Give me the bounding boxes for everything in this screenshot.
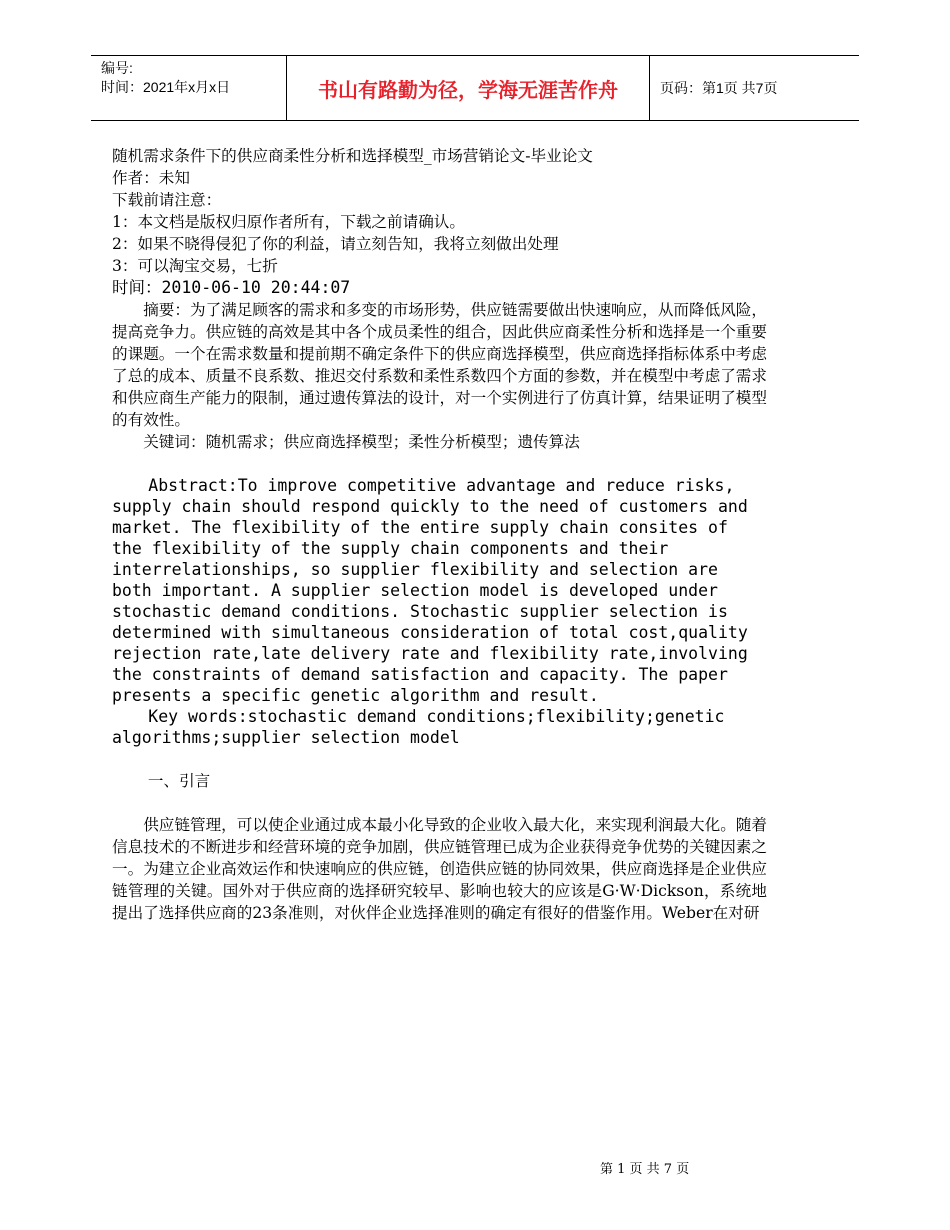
notice-item-2: 2：如果不晓得侵犯了你的利益，请立刻告知，我将立刻做出处理 [112,235,559,253]
document-number-label: 编号: [101,60,133,76]
publish-time: 时间：2010-06-10 20:44:07 [112,278,351,297]
document-body [112,145,767,924]
page-header [91,55,859,121]
page-footer: 第 1 页 共 7 页 [600,1162,690,1177]
notice-item-1: 1：本文档是版权归原作者所有，下载之前请确认。 [112,213,465,231]
author-line: 作者：未知 [112,169,190,187]
introduction-paragraph: 供应链管理，可以使企业通过成本最小化导致的企业收入最大化，来实现利润最大化。随着信息技术的不断进步和经营环境的竞争加剧，供应链管理已成为企业获得竞争优势的关键因素之一。为建立企业高效运作和快速响应的供应链，创造供应链的协同效果，供应商选择是企业供应链管理的关键。国外对于供应商的选择研究较早、影响也较大的应该是G·W·Dickson，系统地提出了选择供应商的23条准则，对伙伴企业选择准则的确定有很好的借鉴作用。Weber在对研 [112,816,767,922]
document-title: 随机需求条件下的供应商柔性分析和选择模型_市场营销论文-毕业论文 [112,147,593,165]
document-time-label: 时间：2021年x月x日 [101,79,231,95]
header-meta [91,56,286,120]
section-heading-introduction: 一、引言 [147,772,211,790]
notice-heading: 下载前请注意： [112,191,222,209]
keywords-english: Key words:stochastic demand conditions;flexibility;genetic algorithms;supplier selection model [112,707,735,747]
abstract-english: Abstract:To improve competitive advantage and reduce risks, supply chain should respond quickly to the need of customers and market. The flexibility of the entire supply chain consites of the flexibility of the supply chain components and their interrelationships, so supplier flexibility and selection are both important. A supplier selection model is developed under stochastic demand conditions. Stochastic supplier selection is determined with simultaneous consideration of total cost,quality rejection rate,late delivery rate and flexibility rate,involving the constraints of demand satisfaction and capacity. The paper presents a specific genetic algorithm and result. [112,476,758,705]
notice-item-3: 3：可以淘宝交易，七折 [112,257,278,275]
header-page-info: 页码：第1页 共7页 [660,80,778,96]
header-motto: 书山有路勤为径，学海无涯苦作舟 [286,56,650,120]
abstract-chinese: 摘要：为了满足顾客的需求和多变的市场形势，供应链需要做出快速响应，从而降低风险，提高竞争力。供应链的高效是其中各个成员柔性的组合，因此供应商柔性分析和选择是一个重要的课题。一个在需求数量和提前期不确定条件下的供应商选择模型，供应商选择指标体系中考虑了总的成本、质量不良系数、推迟交付系数和柔性系数四个方面的参数，并在模型中考虑了需求和供应商生产能力的限制，通过遗传算法的设计，对一个实例进行了仿真计算，结果证明了模型的有效性。 [112,301,767,429]
keywords-chinese: 关键词：随机需求；供应商选择模型；柔性分析模型；遗传算法 [143,433,580,451]
